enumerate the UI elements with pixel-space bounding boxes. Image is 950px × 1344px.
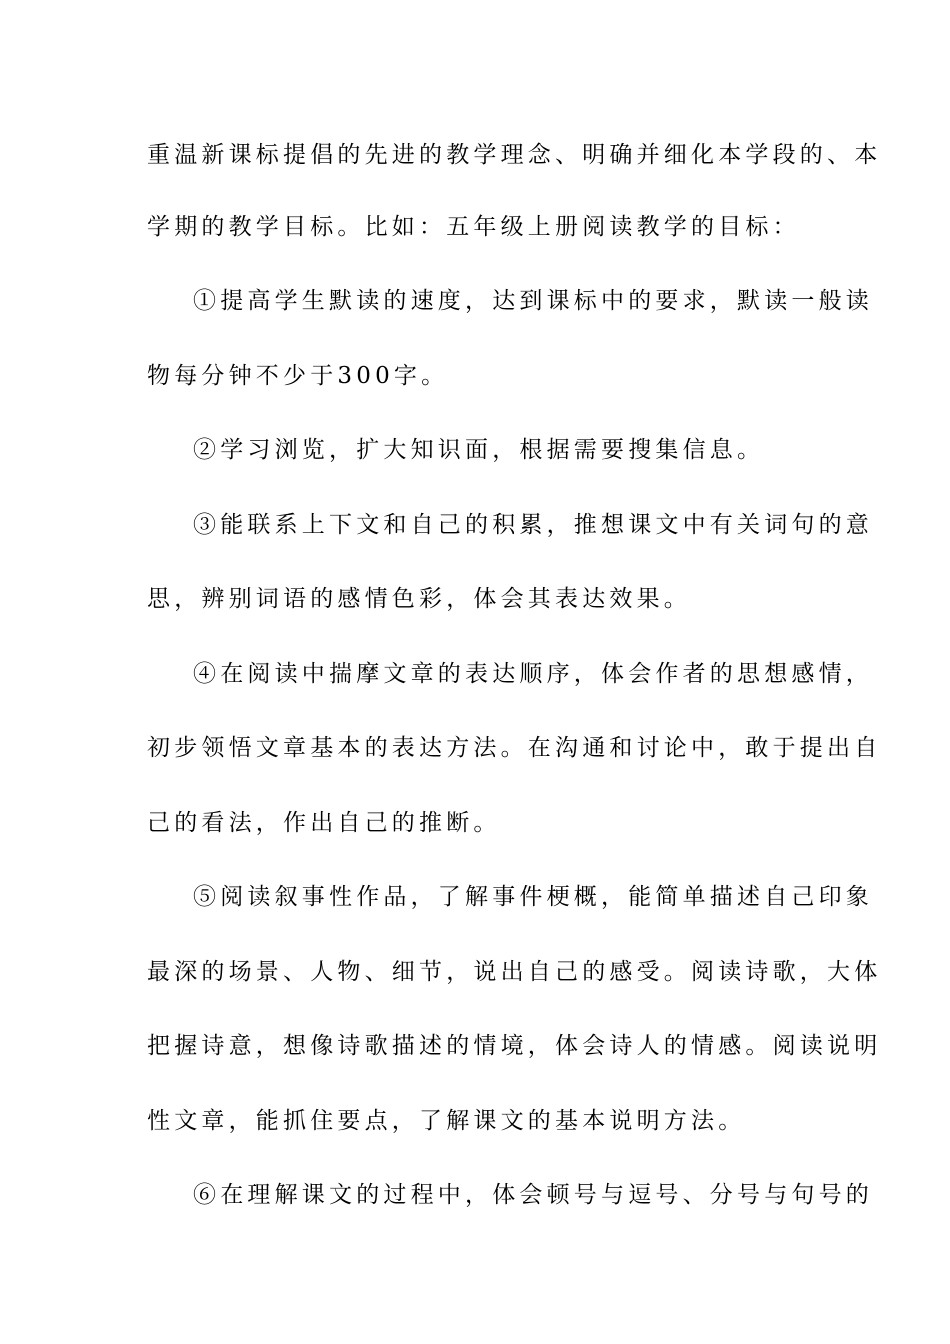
list-item-5-line: ⑤阅读叙事性作品，了解事件梗概，能简单描述自己印象 [193,884,873,910]
text-line: 物每分钟不少于300字。 [147,363,449,389]
text-line: 最深的场景、人物、细节，说出自己的感受。阅读诗歌，大体 [147,959,882,985]
text-line: 己的看法，作出自己的推断。 [147,810,501,836]
list-item-1-line: ①提高学生默读的速度，达到课标中的要求，默读一般读 [193,288,873,314]
list-item-6-line: ⑥在理解课文的过程中，体会顿号与逗号、分号与句号的 [193,1182,873,1208]
text-line: 初步领悟文章基本的表达方法。在沟通和讨论中，敢于提出自 [147,735,882,761]
text-line: 重温新课标提倡的先进的教学理念、明确并细化本学段的、本 [147,142,882,168]
list-item-2-line: ②学习浏览，扩大知识面，根据需要搜集信息。 [193,437,765,463]
list-item-4-line: ④在阅读中揣摩文章的表达顺序，体会作者的思想感情， [193,661,873,687]
text-line: 思，辨别词语的感情色彩，体会其表达效果。 [147,586,691,612]
text-line: 性文章，能抓住要点，了解课文的基本说明方法。 [147,1108,746,1134]
text-line: 把握诗意，想像诗歌描述的情境，体会诗人的情感。阅读说明 [147,1033,882,1059]
text-line: 学期的教学目标。比如：五年级上册阅读教学的目标： [147,214,800,240]
list-item-3-line: ③能联系上下文和自己的积累，推想课文中有关词句的意 [193,512,873,538]
